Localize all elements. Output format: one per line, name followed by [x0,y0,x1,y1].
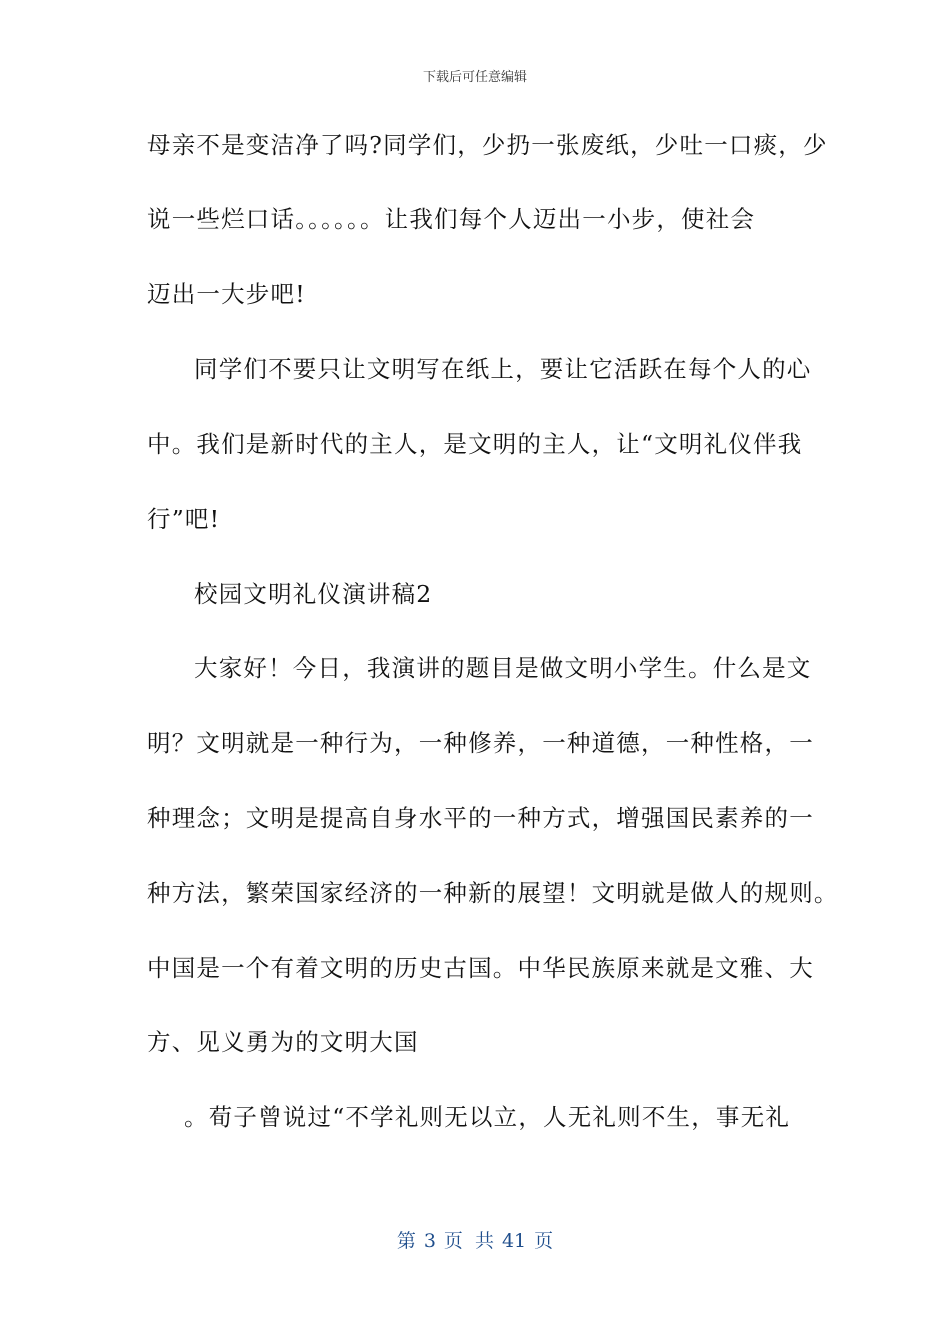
text-line: 大家好！今日，我演讲的题目是做文明小学生。什么是文 [194,654,812,682]
footer-page-number: 3 [423,1230,436,1252]
text-line: 迈出一大步吧! [147,280,306,308]
text-line: 中国是一个有着文明的历史古国。中华民族原来就是文雅、大 [147,954,814,982]
page-header: 下载后可任意编辑 [422,70,527,85]
footer-suffix: 页 [534,1230,554,1252]
footer-total-pages: 41 [501,1230,527,1252]
section-heading: 校园文明礼仪演讲稿2 [194,580,433,608]
text-line: 行”吧! [147,505,221,533]
text-line: 明？文明就是一种行为，一种修养，一种道德，一种性格，一 [147,729,814,757]
page-footer [0,1226,950,1253]
text-line: 同学们不要只让文明写在纸上，要让它活跃在每个人的心 [194,355,812,383]
text-line: 说一些烂口话。。。。。。让我们每个人迈出一小步，使社会 [147,205,756,233]
text-line: 母亲不是变洁净了吗?同学们，少扔一张废纸，少吐一口痰，少 [147,131,828,159]
text-line: 中。我们是新时代的主人，是文明的主人，让“文明礼仪伴我 [147,430,803,458]
text-line: 种理念；文明是提高自身水平的一种方式，增强国民素养的一 [147,804,814,832]
text-line: 。荀子曾说过“不学礼则无以立，人无礼则不生，事无礼 [184,1103,791,1131]
text-line: 方、见义勇为的文明大国 [147,1028,419,1056]
text-line: 种方法，繁荣国家经济的一种新的展望！文明就是做人的规则。 [147,879,839,907]
footer-prefix: 第 [396,1230,416,1252]
footer-middle: 页 共 [443,1230,494,1252]
